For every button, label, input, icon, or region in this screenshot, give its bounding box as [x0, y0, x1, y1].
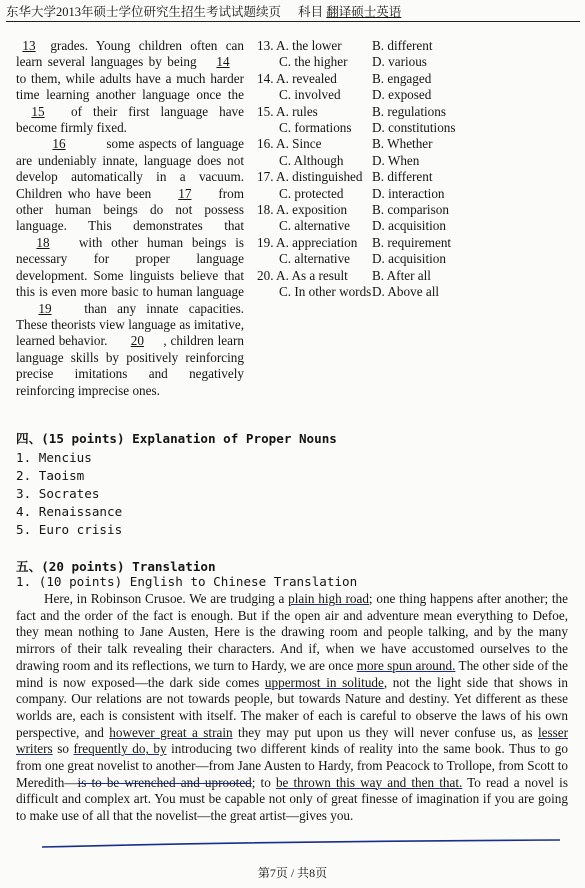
option-row — [257, 38, 572, 54]
exam-title: 东华大学2013年硕士学位研究生招生考试试题续页 — [6, 5, 282, 19]
pen-stroke-underline — [40, 838, 565, 852]
option-row — [257, 87, 572, 103]
proper-noun-item: 4. Renaissance — [16, 504, 123, 519]
proper-nouns-list — [16, 449, 122, 539]
option-d: D. acquisition — [372, 218, 446, 234]
blank-19: 19 — [38, 300, 52, 316]
option-d: D. various — [372, 54, 427, 70]
option-b: B. requirement — [372, 234, 452, 250]
option-a: 17. A. distinguished — [257, 169, 363, 185]
strikethrough-mark: is to be wrenched and uprooted — [77, 774, 252, 790]
proper-noun-item: 3. Socrates — [16, 486, 100, 501]
underline-mark: be thrown this way and then that. — [275, 774, 463, 790]
blank-16: 16 — [52, 136, 66, 152]
proper-noun-item: 5. Euro crisis — [16, 522, 123, 537]
option-d: D. interaction — [372, 185, 445, 201]
option-a: 16. A. Since — [257, 136, 322, 152]
proper-noun-item: 1. Mencius — [16, 450, 92, 465]
section-4-title: 四、(15 points) Explanation of Proper Nouns — [16, 431, 337, 446]
option-row — [257, 235, 572, 251]
underline-mark: more spun around. — [356, 657, 456, 673]
subject-value: 翻译硕士英语 — [326, 5, 402, 19]
option-b: B. regulations — [372, 103, 446, 119]
option-row — [257, 251, 572, 267]
underline-mark: lesser writers — [16, 724, 568, 757]
option-c: C. alternative — [279, 218, 351, 234]
option-c: C. Although — [279, 152, 344, 168]
section-5-title: 五、(20 points) Translation — [16, 559, 216, 574]
option-row — [257, 202, 572, 218]
blank-13: 13 — [22, 38, 36, 53]
option-d: D. Above all — [372, 284, 440, 300]
option-row — [257, 104, 572, 120]
option-row — [257, 120, 572, 136]
option-c: C. the higher — [279, 54, 348, 70]
option-a: 14. A. revealed — [257, 70, 337, 86]
blank-15: 15 — [31, 103, 45, 119]
option-row — [257, 153, 572, 169]
option-c: C. involved — [279, 87, 341, 103]
translation-subtitle: 1. (10 points) English to Chinese Translation — [16, 574, 358, 589]
option-d: D. acquisition — [372, 251, 446, 267]
underline-mark: uppermost in solitude — [264, 674, 384, 690]
blank-20: 20 — [130, 333, 144, 349]
option-d: D. constitutions — [372, 120, 456, 136]
cloze-passage — [16, 38, 244, 399]
option-row — [257, 218, 572, 234]
option-a: 19. A. appreciation — [257, 234, 358, 250]
option-row — [257, 169, 572, 185]
option-b: B. After all — [372, 267, 431, 283]
option-a: 20. A. As a result — [257, 267, 348, 283]
option-row — [257, 284, 572, 300]
option-b: B. comparison — [372, 202, 449, 218]
option-a: 15. A. rules — [257, 103, 318, 119]
blank-14: 14 — [216, 54, 230, 70]
page-number: 第7页 / 共8页 — [257, 866, 328, 880]
passage-paragraph-2: 16 some aspects of language are undeniably innate, language does not develop automatically in a vacuum. Children who have been 17 from other human beings do not possess language. This demonstrates that 18 with other human beings is necessary for proper language development. Some linguists believe that this is even more basic to human language 19 than any innate capacities. These theorists view language as imitative, learned behavior. 20 , children learn language skills by positively reinforcing precise imitations and negatively reinforcing imprecise ones. — [16, 136, 245, 398]
option-b: B. different — [372, 169, 433, 185]
option-row — [257, 186, 572, 202]
underline-mark: plain high road — [288, 591, 369, 606]
passage-paragraph-1: 13 grades. Young children often can learn several languages by being 14 to them, while adults have a much harder time learning another language once the 15 of their first language have become firmly fixed. — [16, 38, 245, 136]
option-row — [257, 136, 572, 152]
option-b: B. Whether — [372, 136, 433, 152]
option-b: B. engaged — [372, 70, 432, 86]
underline-mark: however great a strain — [109, 724, 233, 740]
underline-mark: frequently do, by — [73, 741, 167, 757]
translation-passage — [16, 591, 568, 825]
blank-18: 18 — [36, 234, 50, 250]
option-a: 18. A. exposition — [257, 202, 348, 218]
answer-options — [257, 38, 572, 301]
option-row — [257, 268, 572, 284]
option-row — [257, 71, 572, 87]
option-d: D. When — [372, 152, 420, 168]
option-c: C. formations — [279, 120, 352, 136]
option-d: D. exposed — [372, 87, 432, 103]
page-header — [6, 4, 580, 22]
blank-17: 17 — [178, 185, 192, 201]
option-c: C. In other words — [279, 284, 372, 300]
translation-paragraph: Here, in Robinson Crusoe. We are trudging a plain high road; one thing happens after another; the fact and the order of the fact is enough. But if the open air and adventure mean everything to Defoe, they mean nothing to Jane Austen, Here is the drawing room and people talking, and by the many mirrors of their talk revealing their characters. And if, when we have accustomed ourselves to the drawing room and its reflections, we turn to Hardy, we are once more spun around. The other side of the mind is now exposed—the dark side comes uppermost in solitude, not the light side that shows in company. Our relations are not towards people, but towards Nature and destiny. Yet different as these worlds are, each is consistent with itself. The maker of each is careful to observe the laws of his own perspective, and however great a strain they may put upon us they will never confuse us, as lesser writers so frequently do, by introducing two different kinds of reality into the same book. Thus to go from one great novelist to another—from Jane Austen to Hardy, from Peacock to Trollope, from Scott to Meredith—is to be wrenched and uprooted; to be thrown this way and then that. To read a novel is difficult and complex art. You must be capable not only of great finesse of imagination if you are going to make use of all that the novelist—the great artist—gives you. — [16, 591, 568, 824]
option-row — [257, 54, 572, 70]
proper-noun-item: 2. Taoism — [16, 468, 85, 483]
option-a: 13. A. the lower — [257, 38, 342, 53]
option-b: B. different — [372, 38, 433, 53]
subject-label: 科目 — [298, 5, 324, 19]
option-c: C. protected — [279, 185, 344, 201]
option-c: C. alternative — [279, 251, 351, 267]
